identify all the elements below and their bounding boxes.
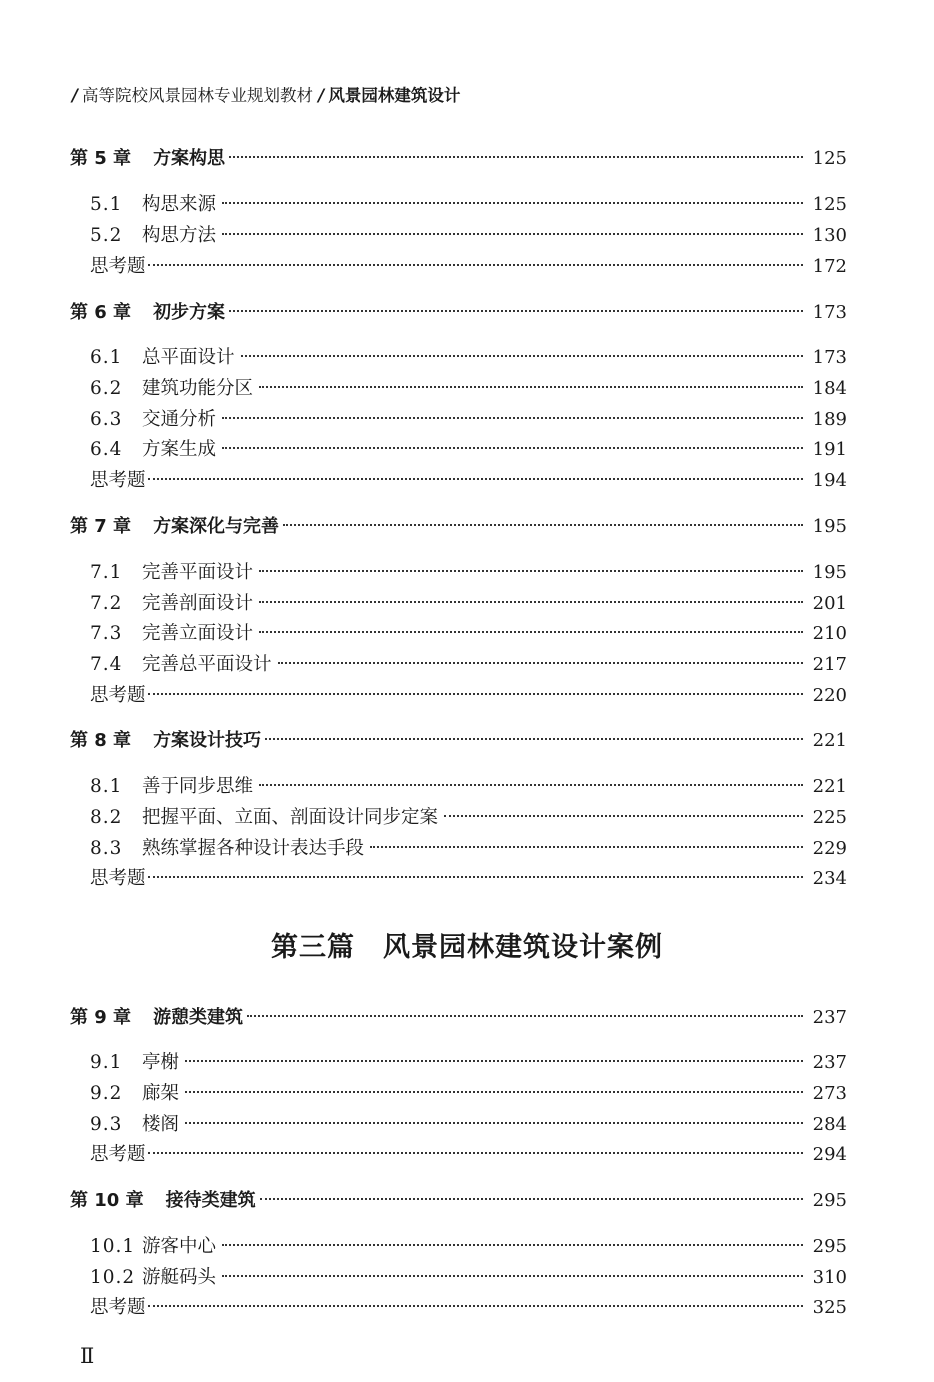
section-number: 7.1 (90, 562, 123, 583)
section-title: 完善立面设计 (142, 623, 254, 644)
dot-leader (259, 601, 803, 603)
page-number: 191 (812, 439, 847, 460)
section-number: 7.2 (90, 593, 123, 614)
chapter-number: 第 7 章 (70, 516, 132, 537)
page-number: 221 (812, 730, 847, 751)
page-number: 130 (812, 225, 847, 246)
section-title: 总平面设计 (142, 347, 235, 368)
toc-section-row[interactable] (90, 1113, 847, 1137)
section-number: 9.3 (90, 1114, 123, 1135)
section-title: 善于同步思维 (142, 776, 254, 797)
page-number: 273 (812, 1083, 847, 1104)
page-number: 310 (812, 1267, 847, 1288)
page-number: 220 (812, 685, 847, 706)
dot-leader (260, 1198, 803, 1200)
toc-section-row[interactable] (90, 408, 847, 432)
section-title: 交通分析 (142, 409, 217, 430)
section-title: 构思方法 (142, 225, 217, 246)
section-title: 方案生成 (142, 439, 217, 460)
page-number: 195 (812, 516, 847, 537)
section-title: 完善平面设计 (142, 562, 254, 583)
toc-section-row[interactable] (90, 1235, 847, 1259)
header-slash: / (318, 86, 325, 105)
page-number: 294 (812, 1144, 847, 1165)
page-number: 201 (812, 593, 847, 614)
dot-leader (222, 1275, 803, 1277)
chapter-number: 第 6 章 (70, 302, 132, 323)
questions-label: 思考题 (90, 1144, 146, 1165)
section-number: 6.2 (90, 378, 123, 399)
toc-section-row[interactable] (90, 438, 847, 462)
page-number: 173 (812, 302, 847, 323)
section-title: 完善剖面设计 (142, 593, 254, 614)
section-number: 5.2 (90, 225, 123, 246)
questions-label: 思考题 (90, 1297, 146, 1318)
page-number: 210 (812, 623, 847, 644)
toc-section-row[interactable] (90, 224, 847, 248)
section-title: 游客中心 (142, 1236, 217, 1257)
page-number: 221 (812, 776, 847, 797)
page-number: 173 (812, 347, 847, 368)
questions-label: 思考题 (90, 256, 146, 277)
dot-leader (229, 310, 803, 312)
toc-section-row[interactable] (90, 775, 847, 799)
running-header (72, 82, 460, 106)
toc-chapter-row[interactable] (70, 515, 847, 539)
toc-section-row[interactable] (90, 561, 847, 585)
section-title: 构思来源 (142, 194, 217, 215)
section-number: 9.1 (90, 1052, 123, 1073)
dot-leader (222, 1244, 803, 1246)
toc-chapter-row[interactable] (70, 729, 847, 753)
toc-questions-row[interactable] (90, 469, 847, 493)
dot-leader (278, 662, 803, 664)
chapter-number: 第 8 章 (70, 730, 132, 751)
dot-leader (247, 1015, 803, 1017)
section-number: 5.1 (90, 194, 123, 215)
section-number: 7.3 (90, 623, 123, 644)
page-number: 172 (812, 256, 847, 277)
dot-leader (148, 876, 803, 878)
section-title: 廊架 (142, 1083, 180, 1104)
toc-section-row[interactable] (90, 1051, 847, 1075)
dot-leader (222, 233, 803, 235)
dot-leader (185, 1122, 803, 1124)
dot-leader (148, 1152, 803, 1154)
toc-section-row[interactable] (90, 377, 847, 401)
chapter-number: 第 5 章 (70, 148, 132, 169)
page-number: 125 (812, 148, 847, 169)
section-title: 游艇码头 (142, 1267, 217, 1288)
section-number: 6.4 (90, 439, 123, 460)
section-number: 8.1 (90, 776, 123, 797)
dot-leader (222, 447, 803, 449)
toc-questions-row[interactable] (90, 684, 847, 708)
page-number: 225 (812, 807, 847, 828)
header-book-title: 风景园林建筑设计 (328, 86, 461, 105)
section-title: 熟练掌握各种设计表达手段 (142, 838, 365, 859)
section-number: 6.3 (90, 409, 123, 430)
page-number: 125 (812, 194, 847, 215)
header-slash: / (72, 86, 79, 105)
toc-section-row[interactable] (90, 1082, 847, 1106)
questions-label: 思考题 (90, 868, 146, 889)
toc-section-row[interactable] (90, 653, 847, 677)
questions-label: 思考题 (90, 470, 146, 491)
questions-label: 思考题 (90, 685, 146, 706)
toc-questions-row[interactable] (90, 1296, 847, 1320)
page-number: 325 (812, 1297, 847, 1318)
page-number: 195 (812, 562, 847, 583)
section-title: 把握平面、立面、剖面设计同步定案 (142, 807, 439, 828)
dot-leader (148, 693, 803, 695)
page-number: 194 (812, 470, 847, 491)
dot-leader (370, 846, 803, 848)
toc-section-row[interactable] (90, 346, 847, 370)
section-title: 楼阁 (142, 1114, 180, 1135)
toc-section-row[interactable] (90, 806, 847, 830)
dot-leader (148, 478, 803, 480)
section-number: 8.3 (90, 838, 123, 859)
page-number: 217 (812, 654, 847, 675)
page-folio: Ⅱ (80, 1344, 95, 1368)
chapter-title: 接待类建筑 (165, 1190, 256, 1211)
section-title: 完善总平面设计 (142, 654, 272, 675)
dot-leader (185, 1060, 803, 1062)
dot-leader (222, 417, 803, 419)
dot-leader (259, 570, 803, 572)
page-number: 189 (812, 409, 847, 430)
chapter-title: 方案构思 (153, 148, 226, 169)
chapter-title: 初步方案 (153, 302, 226, 323)
dot-leader (148, 264, 803, 266)
toc-chapter-row[interactable] (70, 301, 847, 325)
dot-leader (444, 815, 803, 817)
toc-questions-row[interactable] (90, 1143, 847, 1167)
dot-leader (229, 156, 803, 158)
chapter-title: 游憩类建筑 (153, 1007, 244, 1028)
chapter-number: 第 10 章 (70, 1190, 144, 1211)
section-number: 6.1 (90, 347, 123, 368)
page-number: 229 (812, 838, 847, 859)
toc-chapter-row[interactable] (70, 147, 847, 171)
section-number: 10.1 (90, 1236, 136, 1257)
page-number: 234 (812, 868, 847, 889)
chapter-title: 方案深化与完善 (153, 516, 280, 537)
toc-section-row[interactable] (90, 193, 847, 217)
toc-section-row[interactable] (90, 837, 847, 861)
section-title: 亭榭 (142, 1052, 180, 1073)
dot-leader (259, 386, 803, 388)
dot-leader (265, 738, 803, 740)
toc-section-row[interactable] (90, 622, 847, 646)
page-number: 284 (812, 1114, 847, 1135)
section-number: 9.2 (90, 1083, 123, 1104)
toc-section-row[interactable] (90, 592, 847, 616)
section-number: 7.4 (90, 654, 123, 675)
page-number: 295 (812, 1190, 847, 1211)
page-number: 237 (812, 1052, 847, 1073)
dot-leader (185, 1091, 803, 1093)
page-number: 237 (812, 1007, 847, 1028)
dot-leader (148, 1305, 803, 1307)
header-series-title: 高等院校风景园林专业规划教材 (82, 86, 314, 105)
toc-chapter-row[interactable] (70, 1006, 847, 1030)
toc-chapter-row[interactable] (70, 1189, 847, 1213)
toc-questions-row[interactable] (90, 255, 847, 279)
section-number: 10.2 (90, 1267, 136, 1288)
chapter-title: 方案设计技巧 (153, 730, 262, 751)
toc-questions-row[interactable] (90, 867, 847, 891)
dot-leader (222, 202, 803, 204)
page-number: 184 (812, 378, 847, 399)
toc-section-row[interactable] (90, 1266, 847, 1290)
section-number: 8.2 (90, 807, 123, 828)
dot-leader (283, 524, 803, 526)
dot-leader (259, 631, 803, 633)
page-number: 295 (812, 1236, 847, 1257)
chapter-number: 第 9 章 (70, 1007, 132, 1028)
section-title: 建筑功能分区 (142, 378, 254, 399)
dot-leader (259, 784, 803, 786)
part-title: 第三篇 风景园林建筑设计案例 (271, 932, 663, 963)
dot-leader (241, 355, 803, 357)
